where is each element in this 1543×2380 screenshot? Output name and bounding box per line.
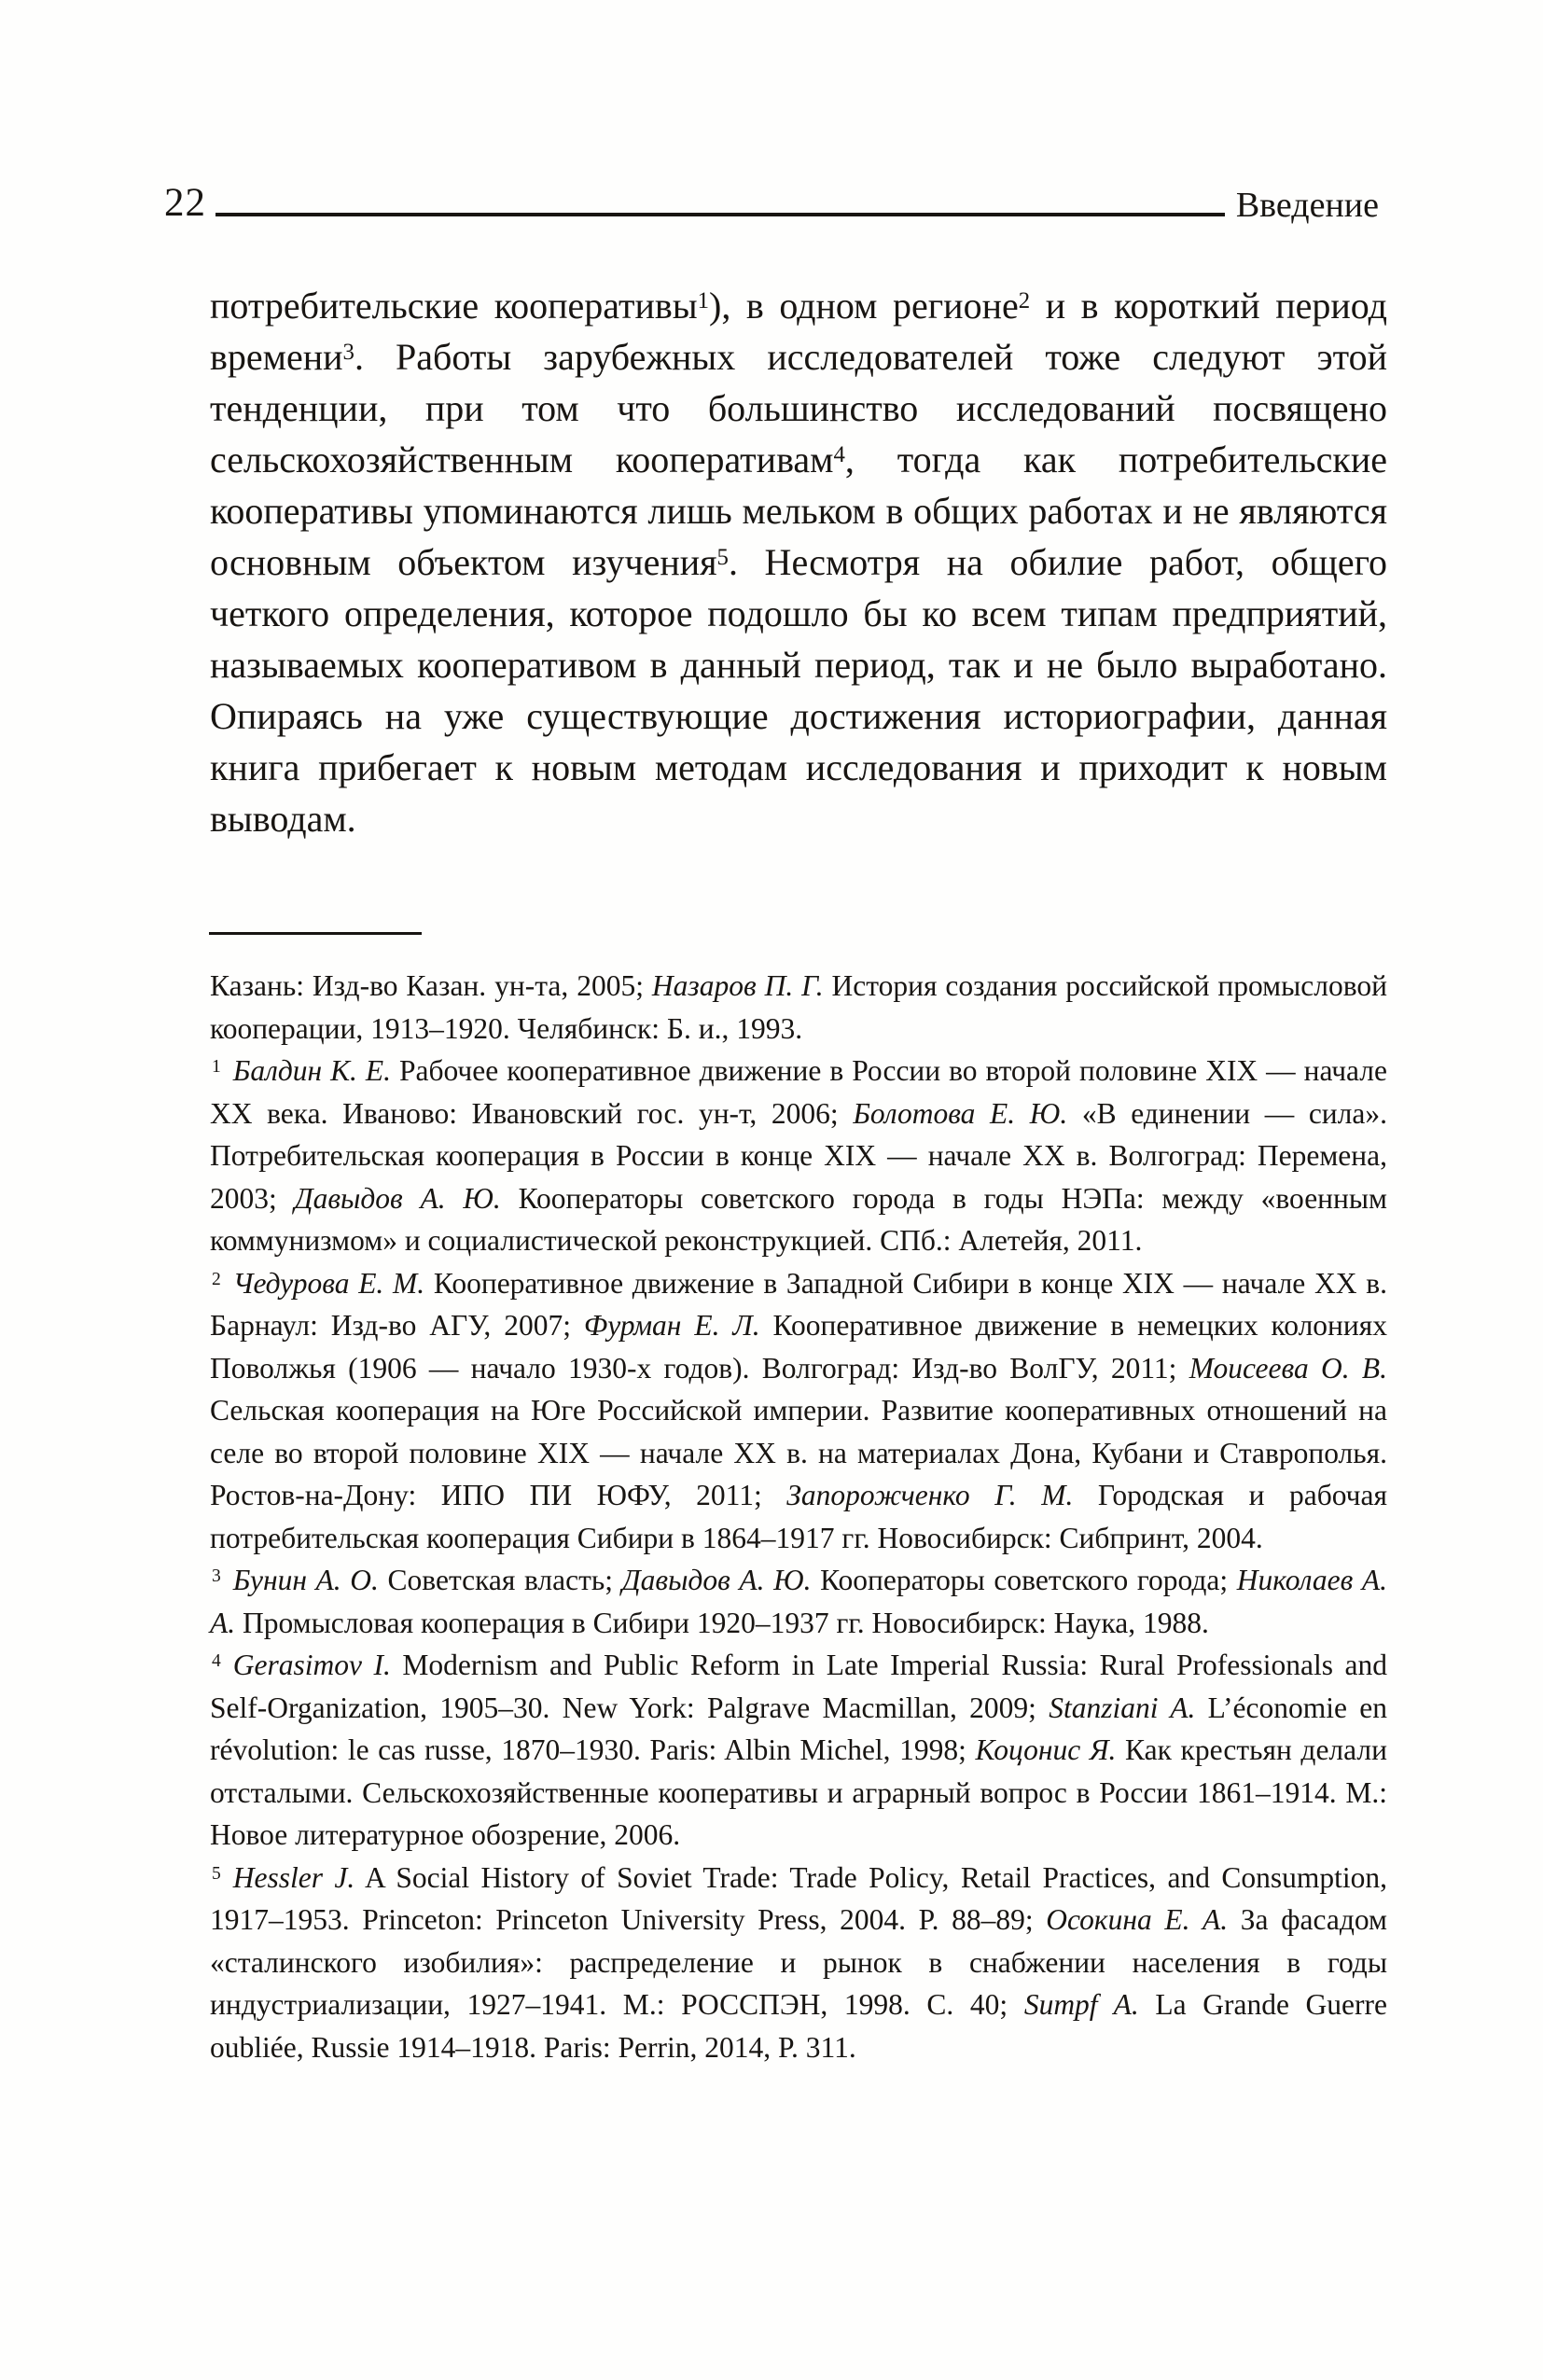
text-run: Как крестьян делали отсталыми. Сельскохозяйственные кооперативы и аграрный вопрос в России 1861–1914. М.: Новое литературное обозрение, 2006. xyxy=(210,1733,1387,1851)
footnote-marker: 2 xyxy=(1018,287,1031,313)
footnote-number: 3 xyxy=(212,1566,221,1587)
header-rule xyxy=(215,213,1225,216)
text-run: Кооператоры советского города; xyxy=(811,1564,1237,1596)
author-name: Моисеева О. В. xyxy=(1189,1351,1387,1385)
text-run: Сельская кооперация на Юге Российской империи. Развитие кооперативных отношений на селе во второй половине XIX — начале XX в. на материалах Дона, Кубани и Ставрополья. Ростов-на-Дону: ИПО ПИ ЮФУ, 2011; xyxy=(210,1394,1387,1511)
footnote-marker: 5 xyxy=(716,544,729,570)
footnote-1 xyxy=(210,1050,1387,1262)
running-title: Введение xyxy=(1235,186,1379,225)
text-run: Кооперативное движение в Западной Сибири в конце XIX — начале XX в. Барнаул: Изд-во АГУ, 2007; xyxy=(210,1266,1387,1342)
text-run: La Grande Guerre oubliée, Russie 1914–1918. Paris: Perrin, 2014, P. 311. xyxy=(210,1988,1387,2064)
author-name: Фурман Е. Л. xyxy=(583,1309,760,1342)
text-run: потребительские кооперативы xyxy=(210,285,698,327)
footnote-text xyxy=(210,1267,1387,1554)
text-run: Кооператоры советского города в годы НЭПа: между «военным коммунизмом» и социалистической реконструкцией. СПб.: Алетейя, 2011. xyxy=(210,1181,1387,1257)
footnote-marker: 3 xyxy=(342,339,354,365)
footnote-number: 2 xyxy=(212,1269,221,1289)
footnote-text xyxy=(210,1649,1387,1851)
text-run: История создания российской промысловой кооперации, 1913–1920. Челябинск: Б. и., 1993. xyxy=(210,969,1387,1045)
text-run: Казань: Изд-во Казан. ун-та, 2005; xyxy=(210,969,652,1002)
page-number: 22 xyxy=(164,181,206,225)
author-name: Бунин А. О. xyxy=(232,1564,379,1596)
author-name: Николаев А. А. xyxy=(210,1564,1387,1639)
author-name: Болотова Е. Ю. xyxy=(853,1096,1068,1130)
text-run: Modernism and Public Reform in Late Imperial Russia: Rural Professionals and Self-Organization, 1905–30. New York: Palgrave Macmillan, 2009; xyxy=(210,1649,1387,1724)
author-name: Осокина Е. А. xyxy=(1046,1903,1229,1936)
author-name: Sumpf A. xyxy=(1023,1988,1139,2021)
footnote-marker: 1 xyxy=(697,287,710,313)
author-name: Gerasimov I. xyxy=(232,1649,391,1681)
author-name: Назаров П. Г. xyxy=(651,969,824,1002)
footnote-5 xyxy=(210,1857,1387,2069)
footnote-text xyxy=(210,1054,1387,1257)
page-header xyxy=(164,183,1379,223)
author-name: Давыдов А. Ю. xyxy=(621,1564,812,1596)
footnote-text xyxy=(210,969,1387,1045)
footnote-number: 1 xyxy=(212,1057,221,1078)
footnote-continuation xyxy=(210,965,1387,1050)
author-name: Коцонис Я. xyxy=(975,1733,1117,1766)
footnote-number: 4 xyxy=(212,1651,221,1672)
text-run: Рабочее кооперативное движение в России во второй половине XIX — начале XX века. Иваново: Ивановский гос. ун-т, 2006; xyxy=(210,1054,1387,1130)
text-run: . Работы зарубежных исследователей тоже следуют этой тенденции, при том что большинство исследований посвящено сельскохозяйственным кооперативам xyxy=(210,336,1387,480)
author-name: Запорожченко Г. М. xyxy=(786,1479,1074,1511)
text-run: Кооперативное движение в немецких колониях Поволжья (1906 — начало 1930-х годов). Волгоград: Изд-во ВолГУ, 2011; xyxy=(210,1309,1388,1385)
text-run: A Social History of Soviet Trade: Trade Policy, Retail Practices, and Consumption, 1917–1953. Princeton: Princeton University Press, 2004. P. 88–89; xyxy=(210,1860,1387,1936)
footnote-text xyxy=(210,1861,1387,2064)
footnote-text xyxy=(210,1564,1387,1639)
author-name: Чедурова Е. М. xyxy=(232,1266,425,1300)
text-run: ), в одном регионе xyxy=(709,285,1019,327)
body-paragraph xyxy=(210,280,1387,844)
footnote-marker: 4 xyxy=(833,441,845,467)
text-run: и в короткий период времени xyxy=(210,285,1387,378)
footnote-number: 5 xyxy=(212,1863,221,1884)
footnotes-section xyxy=(210,965,1387,2068)
author-name: Hessler J. xyxy=(232,1860,355,1894)
author-name: Балдин К. Е. xyxy=(232,1054,391,1087)
text-run: L’économie en révolution: le cas russe, 1870–1930. Paris: Albin Michel, 1998; xyxy=(210,1691,1387,1766)
text-run: «В единении — сила». Потребительская кооперация в России в конце XIX — начале XX в. Волгоград: Перемена, 2003; xyxy=(210,1096,1387,1215)
text-run: Промысловая кооперация в Сибири 1920–1937 гг. Новосибирск: Наука, 1988. xyxy=(235,1606,1209,1639)
text-run: За фасадом «сталинского изобилия»: распределение и рынок в снабжении населения в годы индустриализации, 1927–1941. М.: РОССПЭН, 1998. С. 40; xyxy=(210,1903,1387,2021)
footnote-3 xyxy=(210,1559,1387,1644)
footnote-4 xyxy=(210,1644,1387,1857)
text-run: , тогда как потребительские кооперативы упоминаются лишь мельком в общих работах и не являются основным объектом изучения xyxy=(210,438,1387,583)
main-text-block xyxy=(210,280,1387,844)
author-name: Давыдов А. Ю. xyxy=(294,1181,501,1215)
text-run: Городская и рабочая потребительская кооперация Сибири в 1864–1917 гг. Новосибирск: Сибпринт, 2004. xyxy=(210,1479,1387,1554)
author-name: Stanziani A. xyxy=(1049,1691,1196,1724)
text-run: Советская власть; xyxy=(378,1564,622,1596)
footnote-separator-rule xyxy=(209,932,422,935)
text-run: . Несмотря на обилие работ, общего четкого определения, которое подошло бы ко всем типам предприятий, называемых кооперативом в данный период, так и не было выработано. Опираясь на уже существующие достижения историографии, данная книга прибегает к новым методам исследования и приходит к новым выводам. xyxy=(210,541,1387,840)
footnote-2 xyxy=(210,1262,1387,1560)
